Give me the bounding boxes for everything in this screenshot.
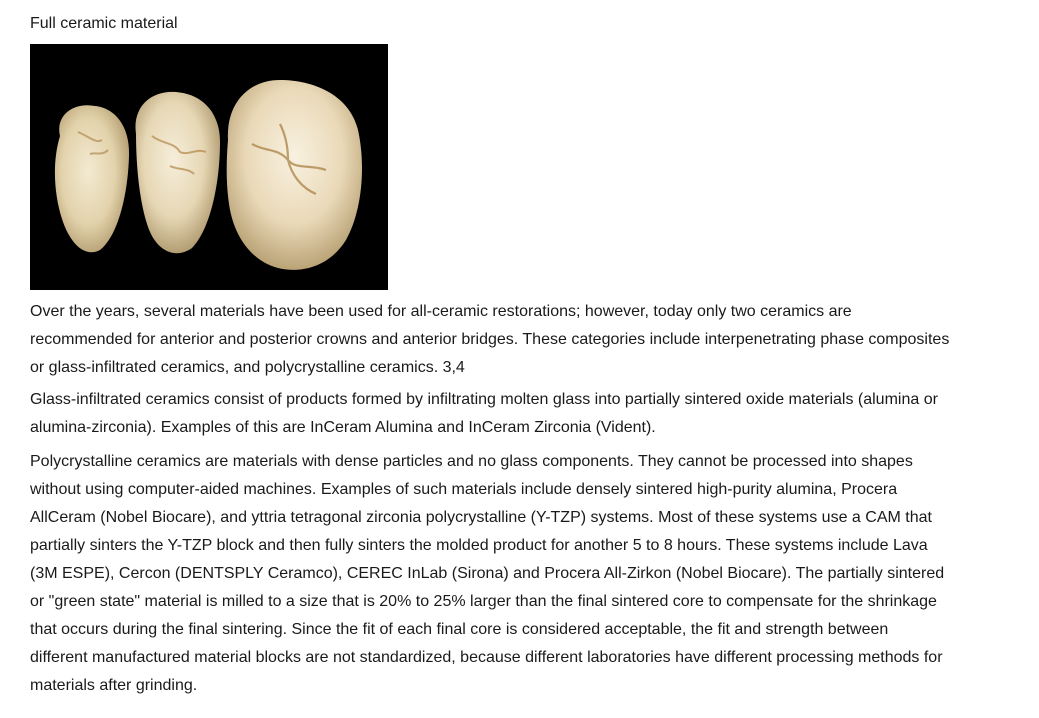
paragraph-polycrystalline: Polycrystalline ceramics are materials with dense particles and no glass components. They cannot be processed into shapes without using computer-aided machines. Examples of such materials include densely sintered high-purity alumina, Procera AllCeram (Nobel Biocare), and yttria tetragonal zirconia polycrystalline (Y-TZP) systems. Most of these systems use a CAM that partially sinters the Y-TZP block and then fully sinters the molded product for another 5 to 8 hours. These systems include Lava (3M ESPE), Cercon (DENTSPLY Ceramco), CEREC InLab (Sirona) and Procera All-Zirkon (Nobel Biocare). The partially sintered or "green state" material is milled to a size that is 20% to 25% larger than the final sintered core to compensate for the shrinkage that occurs during the final sintering. Since the fit of each final core is considered acceptable, the fit and strength between different manufactured material blocks are not standardized, because different laboratories have different processing methods for materials after grinding. (30, 453, 945, 694)
ceramic-crowns-photo (30, 44, 388, 290)
article (30, 14, 950, 700)
paragraph-overview: Over the years, several materials have been used for all-ceramic restorations; however, today only two ceramics are recommended for anterior and posterior crowns and anterior bridges. These categories include interpenetrating phase composites or glass-infiltrated ceramics, and polycrystalline ceramics. 3,4 (30, 303, 950, 376)
paragraph-glass-infiltrated: Glass-infiltrated ceramics consist of products formed by infiltrating molten glass into partially sintered oxide materials (alumina or alumina-zirconia). Examples of this are InCeram Alumina and InCeram Zirconia (Vident). (30, 391, 938, 436)
section-title: Full ceramic material (30, 15, 178, 32)
